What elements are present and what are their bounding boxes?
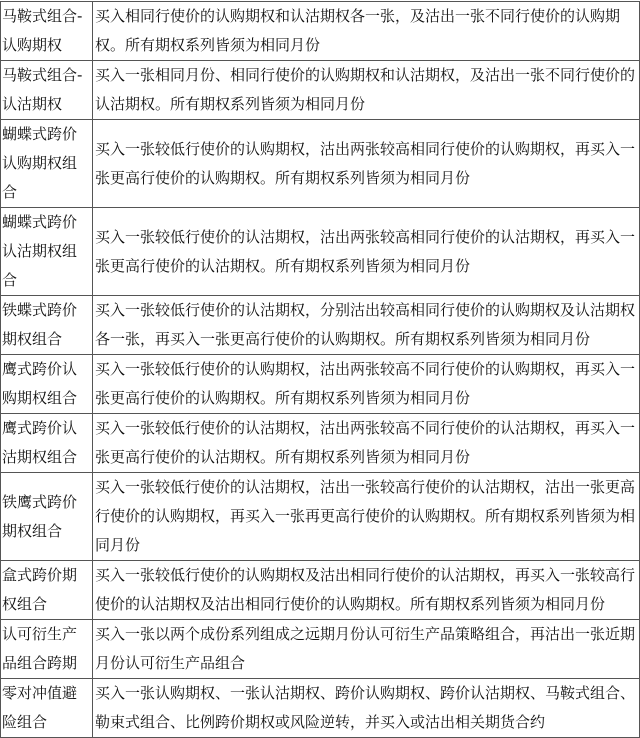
table-row [1, 620, 640, 679]
combination-name: 鹰式跨价认沽期权组合 [1, 414, 93, 473]
combination-name: 马鞍式组合-认沽期权 [1, 61, 93, 120]
table-row [1, 473, 640, 561]
combination-name: 认可衍生产品组合跨期 [1, 620, 93, 679]
table-row [1, 61, 640, 120]
option-combination-table [0, 1, 640, 738]
combination-description: 买入一张较低行使价的认购期权，沽出两张较高相同行使价的认购期权，再买入一张更高行使价的认购期权。所有期权系列皆须为相同月份 [93, 120, 640, 208]
combination-name: 蝴蝶式跨价认沽期权组合 [1, 208, 93, 296]
combination-name: 零对冲值避险组合 [1, 679, 93, 738]
table-body [1, 2, 640, 738]
combination-description: 买入相同行使价的认购期权和认沽期权各一张，及沽出一张不同行使价的认购期权。所有期权系列皆须为相同月份 [93, 2, 640, 61]
combination-description: 买入一张较低行使价的认沽期权，沽出一张较高行使价的认沽期权，沽出一张更高行使价的认购期权，再买入一张再更高行使价的认购期权。所有期权系列皆须为相同月份 [93, 473, 640, 561]
table-row [1, 2, 640, 61]
combination-name: 蝴蝶式跨价认购期权组合 [1, 120, 93, 208]
combination-description: 买入一张较低行使价的认购期权及沽出相同行使价的认沽期权，再买入一张较高行使价的认沽期权及沽出相同行使价的认购期权。所有期权系列皆须为相同月份 [93, 561, 640, 620]
table-row [1, 120, 640, 208]
combination-description: 买入一张相同月份、相同行使价的认购期权和认沽期权，及沽出一张不同行使价的认沽期权。所有期权系列皆须为相同月份 [93, 61, 640, 120]
combination-name: 马鞍式组合-认购期权 [1, 2, 93, 61]
table-row [1, 679, 640, 738]
combination-description: 买入一张以两个成份系列组成之远期月份认可衍生产品策略组合，再沽出一张近期月份认可衍生产品组合 [93, 620, 640, 679]
combination-description: 买入一张较低行使价的认沽期权，分别沽出较高相同行使价的认购期权及认沽期权各一张，再买入一张更高行使价的认购期权。所有期权系列皆须为相同月份 [93, 296, 640, 355]
table-row [1, 355, 640, 414]
combination-name: 铁鹰式跨价期权组合 [1, 473, 93, 561]
table-row [1, 414, 640, 473]
table-row [1, 296, 640, 355]
combination-name: 盒式跨价期权组合 [1, 561, 93, 620]
combination-description: 买入一张认购期权、一张认沽期权、跨价认购期权、跨价认沽期权、马鞍式组合、勒束式组合、比例跨价期权或风险逆转，并买入或沽出相关期货合约 [93, 679, 640, 738]
table-row [1, 561, 640, 620]
combination-description: 买入一张较低行使价的认沽期权，沽出两张较高相同行使价的认沽期权，再买入一张更高行使价的认沽期权。所有期权系列皆须为相同月份 [93, 208, 640, 296]
combination-name: 铁蝶式跨价期权组合 [1, 296, 93, 355]
combination-name: 鹰式跨价认购期权组合 [1, 355, 93, 414]
table-row [1, 208, 640, 296]
combination-description: 买入一张较低行使价的认沽期权，沽出两张较高不同行使价的认沽期权，再买入一张更高行使价的认沽期权。所有期权系列皆须为相同月份 [93, 414, 640, 473]
combination-description: 买入一张较低行使价的认购期权，沽出两张较高不同行使价的认购期权，再买入一张更高行使价的认购期权。所有期权系列皆须为相同月份 [93, 355, 640, 414]
